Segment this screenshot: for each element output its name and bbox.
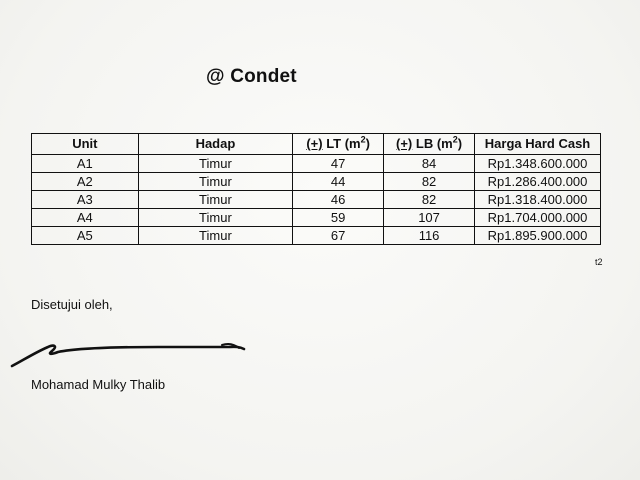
cell-lt: 46 [293,191,384,209]
cell-unit: A1 [32,155,139,173]
cell-price: Rp1.895.900.000 [475,227,601,245]
cell-lb: 82 [384,173,475,191]
header-hadap: Hadap [138,134,293,155]
cell-unit: A2 [32,173,139,191]
cell-price: Rp1.704.000.000 [475,209,601,227]
header-unit: Unit [32,134,139,155]
cell-hadap: Timur [138,173,293,191]
header-lt-sup: 2 [360,134,366,145]
price-table [31,133,601,245]
header-price: Harga Hard Cash [475,134,601,155]
cell-price: Rp1.286.400.000 [475,173,601,191]
signature-image [8,333,253,373]
table-row [32,191,601,209]
table-row [32,155,601,173]
cell-lb: 84 [384,155,475,173]
header-lt [293,134,384,155]
table-row [32,209,601,227]
header-lb-label: LB (m [415,136,453,151]
table-row [32,173,601,191]
document-title: @ Condet [206,66,297,87]
header-lb-prefix: (+) [396,136,413,151]
page-note: t2 [595,257,603,267]
cell-price: Rp1.348.600.000 [475,155,601,173]
approval-label: Disetujui oleh, [31,297,113,312]
cell-lt: 67 [293,227,384,245]
cell-unit: A5 [32,227,139,245]
cell-unit: A4 [32,209,139,227]
cell-lb: 107 [384,209,475,227]
cell-hadap: Timur [138,227,293,245]
cell-hadap: Timur [138,209,293,227]
header-lb-suffix: ) [457,136,463,151]
cell-lt: 47 [293,155,384,173]
table-header-row [32,134,601,155]
header-lt-prefix: (+) [306,136,323,151]
cell-hadap: Timur [138,155,293,173]
signature-stroke [12,346,244,366]
header-lt-label: LT (m [326,136,361,151]
cell-price: Rp1.318.400.000 [475,191,601,209]
header-lb-sup: 2 [452,134,458,145]
table-row [32,227,601,245]
cell-hadap: Timur [138,191,293,209]
signer-name: Mohamad Mulky Thalib [31,377,166,392]
header-lb [384,134,475,155]
cell-lt: 44 [293,173,384,191]
cell-lb: 82 [384,191,475,209]
cell-lb: 116 [384,227,475,245]
cell-unit: A3 [32,191,139,209]
header-lt-suffix: ) [365,136,370,151]
cell-lt: 59 [293,209,384,227]
